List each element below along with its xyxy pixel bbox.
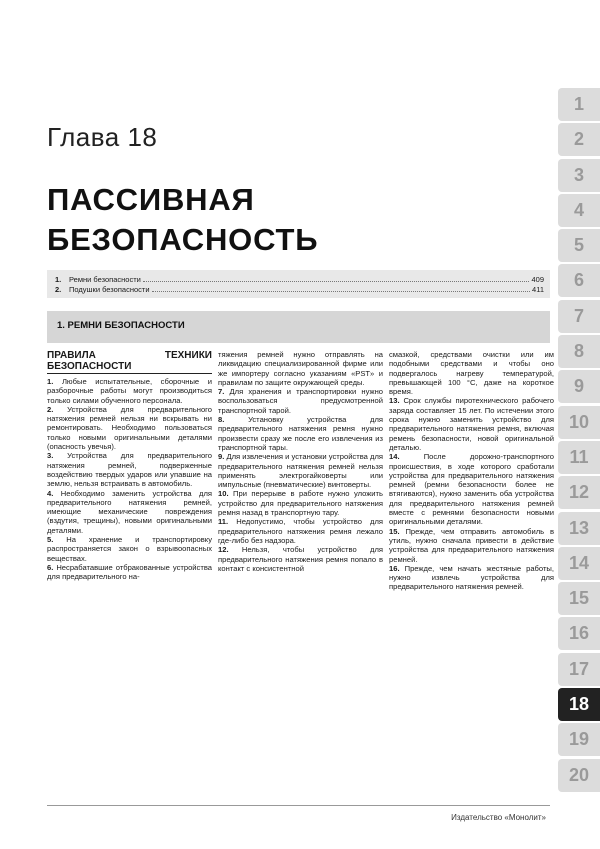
section-title: 1. РЕМНИ БЕЗОПАСНОСТИ bbox=[57, 320, 185, 331]
item-number: 3. bbox=[47, 451, 68, 461]
toc-item-label: Подушки безопасности bbox=[69, 285, 150, 294]
item-number: 1. bbox=[47, 377, 62, 386]
chapter-tab-16[interactable]: 16 bbox=[558, 617, 600, 650]
publisher-footer: Издательство «Монолит» bbox=[451, 813, 546, 822]
paragraph: тяжения ремней нужно отправлять на ликвидацию специализированной фирме или же импортеру согласно указаниям «PST» и правилам по защите окружающей среды. bbox=[218, 350, 383, 387]
chapter-tab-3[interactable]: 3 bbox=[558, 159, 600, 192]
chapter-tab-8[interactable]: 8 bbox=[558, 335, 600, 368]
chapter-tab-13[interactable]: 13 bbox=[558, 512, 600, 545]
item-number: 6. bbox=[47, 562, 57, 572]
chapter-tab-10[interactable]: 10 bbox=[558, 406, 600, 439]
item-number: 7. bbox=[218, 387, 230, 397]
text-column-3 bbox=[389, 350, 554, 592]
toc-item-number: 2. bbox=[55, 285, 62, 294]
toc-item[interactable] bbox=[55, 285, 544, 295]
paragraph: 9. Для извлечения и установки устройства для предварительного натяжения ремней нельзя применять электрогайковерты или импульсные (пневматические) винтоверты. bbox=[218, 452, 383, 490]
chapter-tab-20[interactable]: 20 bbox=[558, 759, 600, 792]
paragraph: 7. Для хранения и транспортировки нужно воспользоваться предусмотренной транспортной тарой. bbox=[218, 387, 383, 415]
toc-item-page: 409 bbox=[531, 275, 544, 284]
item-number: 9. bbox=[218, 452, 227, 462]
paragraph: 13. Срок службы пиротехнического рабочего заряда составляет 15 лет. По истечении этого срока нужно заменить устройство для предварительного натяжения ремня, включая ремень безопасности, новой оригинальной деталью. bbox=[389, 396, 554, 452]
chapter-tab-2[interactable]: 2 bbox=[558, 123, 600, 156]
title-line-1: ПАССИВНАЯ bbox=[47, 182, 255, 217]
toc-item-label: Ремни безопасности bbox=[69, 275, 141, 284]
chapter-tab-6[interactable]: 6 bbox=[558, 264, 600, 297]
item-number: 11. bbox=[218, 517, 237, 527]
paragraph: 12. Нельзя, чтобы устройство для предварительного натяжения ремня попало в контакт с консистентной bbox=[218, 545, 383, 573]
chapter-tab-19[interactable]: 19 bbox=[558, 723, 600, 756]
page-title bbox=[47, 180, 318, 260]
paragraph: 15. Прежде, чем отправить автомобиль в утиль, нужно сначала привести в действие устройства для предварительного натяжения ремней. bbox=[389, 526, 555, 564]
paragraph: 3. Устройства для предварительного натяжения ремней, подверженные воздействию твердых ударов или упавшие на землю, нельзя встраивать в автомобиль. bbox=[47, 451, 212, 489]
item-number: 15. bbox=[389, 526, 406, 536]
item-number: 14. bbox=[389, 452, 424, 462]
section-header bbox=[47, 311, 550, 343]
toc-item-number: 1. bbox=[55, 275, 62, 284]
chapter-tab-18[interactable]: 18 bbox=[558, 688, 600, 721]
chapter-tab-12[interactable]: 12 bbox=[558, 476, 600, 509]
toc-leader bbox=[143, 275, 530, 282]
item-number: 10. bbox=[218, 489, 234, 499]
text-column-2 bbox=[218, 350, 383, 573]
chapter-label: Глава 18 bbox=[47, 122, 158, 152]
subsection-title: ПРАВИЛА ТЕХНИКИ БЕЗОПАСНОСТИ bbox=[47, 350, 212, 372]
title-line-2: БЕЗОПАСНОСТЬ bbox=[47, 222, 319, 257]
chapter-tab-1[interactable]: 1 bbox=[558, 88, 600, 121]
toc-item-page: 411 bbox=[532, 285, 544, 294]
paragraph: 10. При перерыве в работе нужно уложить устройство для предварительного натяжения ремня назад в транспортную тару. bbox=[218, 489, 383, 518]
paragraph: 1. Любые испытательные, сборочные и разборочные работы могут производиться только силами обученного персонала. bbox=[47, 377, 212, 405]
item-number: 12. bbox=[218, 545, 242, 555]
chapter-tab-15[interactable]: 15 bbox=[558, 582, 600, 615]
text-column-1 bbox=[47, 350, 212, 582]
chapter-tab-9[interactable]: 9 bbox=[558, 370, 600, 403]
chapter-tab-11[interactable]: 11 bbox=[558, 441, 600, 474]
chapter-tab-17[interactable]: 17 bbox=[558, 653, 600, 686]
chapter-tab-14[interactable]: 14 bbox=[558, 547, 600, 580]
paragraph: 6. Несрабатавшие отбракованные устройства для предварительного на- bbox=[47, 562, 212, 582]
paragraph: 8. Установку устройства для предварительного натяжения ремня нужно произвести сразу же после его извлечения из транспортной тары. bbox=[218, 415, 383, 452]
item-number: 8. bbox=[218, 415, 249, 425]
paragraph: 11. Недопустимо, чтобы устройство для предварительного натяжения ремня лежало где-либо без надзора. bbox=[218, 517, 383, 545]
paragraph: смазкой, средствами очистки или им подобными средствами и чтобы оно подвергалось нагреву температурой, превышающей 100 °С, даже на короткое время. bbox=[389, 350, 554, 397]
toc-item[interactable] bbox=[55, 275, 544, 285]
chapter-tab-5[interactable]: 5 bbox=[558, 229, 600, 262]
item-number: 2. bbox=[47, 404, 68, 414]
item-number: 13. bbox=[389, 396, 404, 406]
paragraph: 4. Необходимо заменить устройства для предварительного натяжения ремней, имеющие механические повреждения (вздутия, трещины), новыми оригинальными деталями. bbox=[47, 488, 212, 535]
chapter-tab-4[interactable]: 4 bbox=[558, 194, 600, 227]
paragraph: 2. Устройства для предварительного натяжения ремней нельзя ни вскрывать ни ремонтировать. Необходимо пользоваться только новыми оригинальными деталями (опасность увечья). bbox=[47, 404, 212, 452]
item-number: 16. bbox=[389, 563, 405, 573]
item-number: 4. bbox=[47, 488, 61, 498]
chapter-tab-7[interactable]: 7 bbox=[558, 300, 600, 333]
paragraph: 16. Прежде, чем начать жестяные работы, нужно извлечь устройства для предварительного натяжения ремней. bbox=[389, 563, 554, 592]
toc-leader bbox=[152, 285, 531, 292]
item-number: 5. bbox=[47, 535, 67, 545]
paragraph: 14. После дорожно-транспортного происшествия, в ходе которого сработали устройства для предварительного натяжения ремней (ремни безопасности более не втягиваются), нужно заменить оба устройства для предварительного натяжения ремней вместе с ремнями безопасности новыми оригинальными деталями. bbox=[389, 452, 555, 527]
table-of-contents bbox=[47, 270, 550, 298]
paragraph: 5. На хранение и транспортировку распространяется закон о взрывоопасных веществах. bbox=[47, 535, 213, 563]
chapter-tabs bbox=[558, 88, 600, 794]
footer-divider bbox=[47, 805, 550, 806]
